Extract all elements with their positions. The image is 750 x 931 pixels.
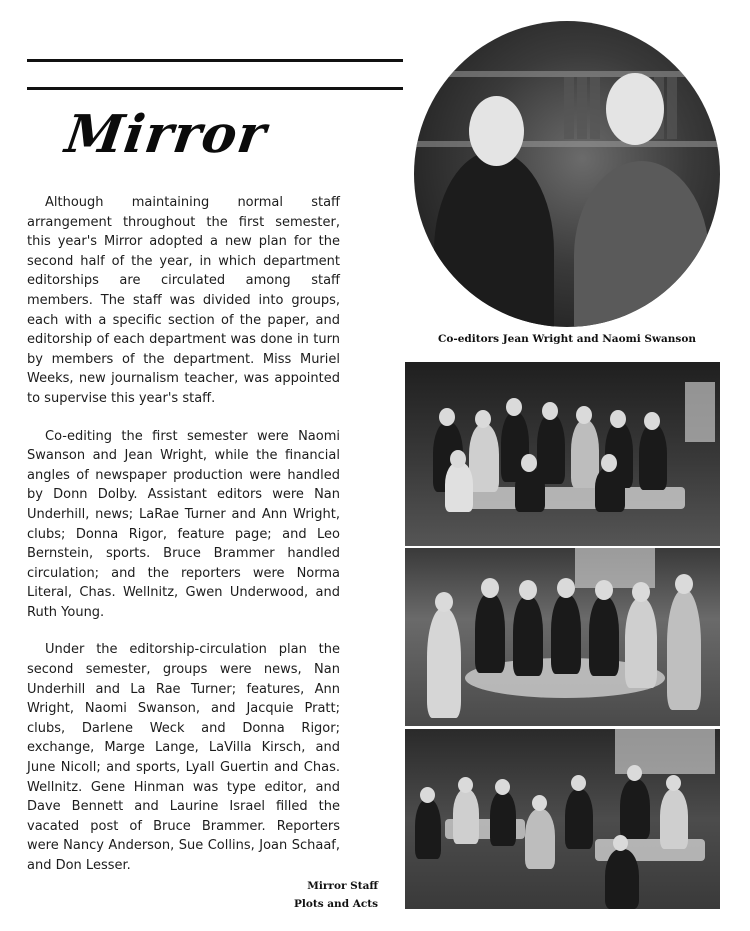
caption-plots-and-acts: Plots and Acts bbox=[293, 898, 378, 910]
co-editors-photo bbox=[414, 21, 720, 327]
caption-mirror-staff: Mirror Staff bbox=[307, 880, 378, 892]
paragraph-1: Although maintaining normal staff arrangement throughout the first semester, this year's Mirror adopted a new plan for the second half of the year, in which department editorships are circulated among staff members. The staff was divided into groups, each with a specific section of the paper, and editorship of each department was done in turn by members of the department. Miss Muriel Weeks, new journalism teacher, was appointed to supervise this year's staff. bbox=[27, 195, 340, 406]
mirror-staff-group-photo bbox=[405, 362, 720, 546]
classroom-group-photo bbox=[405, 729, 720, 909]
page-title: Mirror bbox=[61, 104, 271, 165]
second-rule bbox=[27, 87, 403, 90]
photo-caption: Co-editors Jean Wright and Naomi Swanson bbox=[438, 333, 696, 345]
paragraph-3: Under the editorship-circulation plan the second semester, groups were news, Nan Underhill and La Rae Turner; features, Ann Wright, Naomi Swanson, and Jacquie Pratt; clubs, Darlene Weck and Donna Rigor; exchange, Marge Lange, LaVilla Kirsch, and June Nicoll; and sports, Lyall Guertin and Chas. Wellnitz. Gene Hinman was type editor, and Dave Bennett and Laurine Israel filled the vacated post of Bruce Brammer. Reporters were Nancy Anderson, Sue Collins, Joan Schaaf, and Don Lesser. bbox=[27, 642, 340, 873]
paragraph-2: Co-editing the first semester were Naomi Swanson and Jean Wright, while the financial angles of newspaper production were handled by Donn Dolby. Assistant editors were Nan Underhill, news; LaRae Turner and Ann Wright, clubs; Donna Rigor, feature page; and Leo Bernstein, sports. Bruce Brammer handled circulation; and the reporters were Norma Literal, Chas. Wellnitz, Gwen Underwood, and Ruth Young. bbox=[27, 428, 340, 620]
plots-and-acts-group-photo bbox=[405, 548, 720, 726]
article-body bbox=[27, 193, 340, 894]
top-rule bbox=[27, 59, 403, 62]
